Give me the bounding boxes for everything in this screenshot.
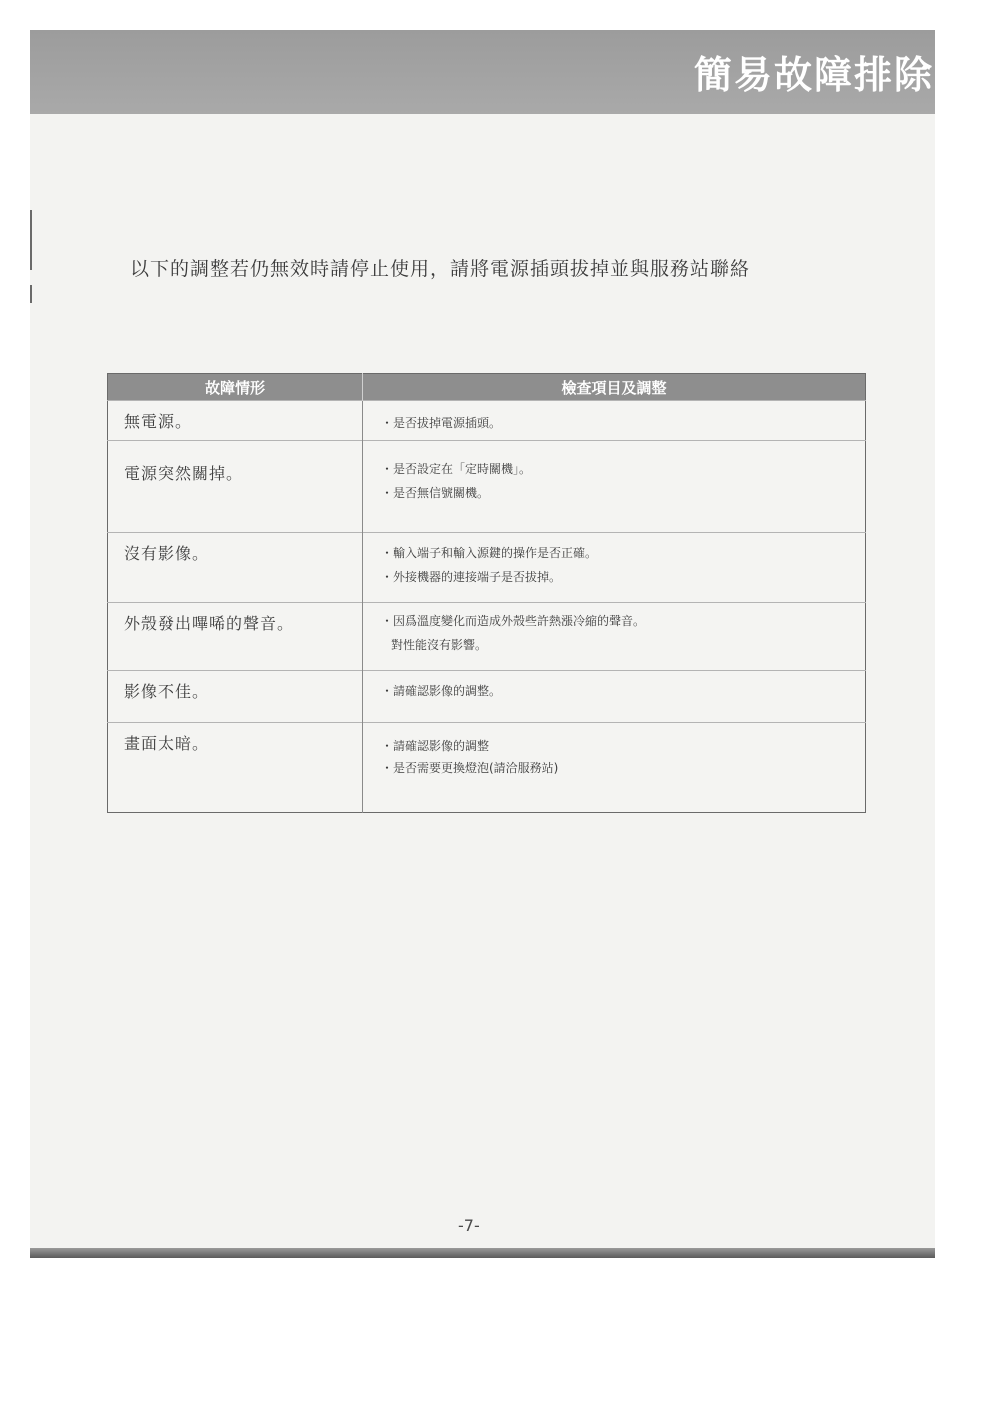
- table-row: [108, 401, 866, 441]
- check-item: ・請確認影像的調整: [381, 739, 490, 753]
- check-cell: [363, 533, 866, 603]
- issue-cell: 沒有影像。: [108, 533, 363, 603]
- table-row: [108, 671, 866, 723]
- check-item: ・是否拔掉電源插頭。: [381, 416, 502, 430]
- table-header-row: [108, 374, 866, 401]
- check-item: ・是否設定在「定時關機」。: [381, 462, 532, 476]
- check-item: 對性能沒有影響。: [391, 638, 488, 652]
- check-cell: [363, 671, 866, 723]
- scan-edge-mark: [30, 210, 32, 270]
- troubleshooting-table: [107, 373, 866, 813]
- check-item: ・請確認影像的調整。: [381, 684, 502, 698]
- issue-cell: 畫面太暗。: [108, 723, 363, 813]
- issue-cell: 電源突然關掉。: [108, 441, 363, 533]
- page-number: -7-: [458, 1216, 480, 1235]
- scan-edge-mark: [30, 285, 32, 303]
- check-cell: [363, 441, 866, 533]
- check-cell: [363, 401, 866, 441]
- issue-cell: 影像不佳。: [108, 671, 363, 723]
- column-header-check: 檢查項目及調整: [363, 374, 866, 401]
- page-bottom-edge: [30, 1248, 935, 1258]
- intro-text: 以下的調整若仍無效時請停止使用，請將電源插頭拔掉並與服務站聯絡: [130, 258, 751, 280]
- check-item: ・是否需要更換燈泡(請洽服務站): [381, 761, 559, 775]
- issue-cell: 外殼發出嗶唏的聲音。: [108, 603, 363, 671]
- check-item: ・是否無信號關機。: [381, 486, 490, 500]
- page-title: 簡易故障排除: [693, 53, 934, 97]
- table-row: [108, 723, 866, 813]
- check-item: ・因爲溫度變化而造成外殼些許熱漲冷縮的聲音。: [381, 614, 646, 628]
- table-row: [108, 603, 866, 671]
- check-cell: [363, 723, 866, 813]
- column-header-issue: 故障情形: [108, 374, 363, 401]
- issue-cell: 無電源。: [108, 401, 363, 441]
- check-item: ・外接機器的連接端子是否拔掉。: [381, 570, 562, 584]
- table-row: [108, 441, 866, 533]
- check-cell: [363, 603, 866, 671]
- table-row: [108, 533, 866, 603]
- check-item: ・輸入端子和輸入源鍵的操作是否正確。: [381, 546, 598, 560]
